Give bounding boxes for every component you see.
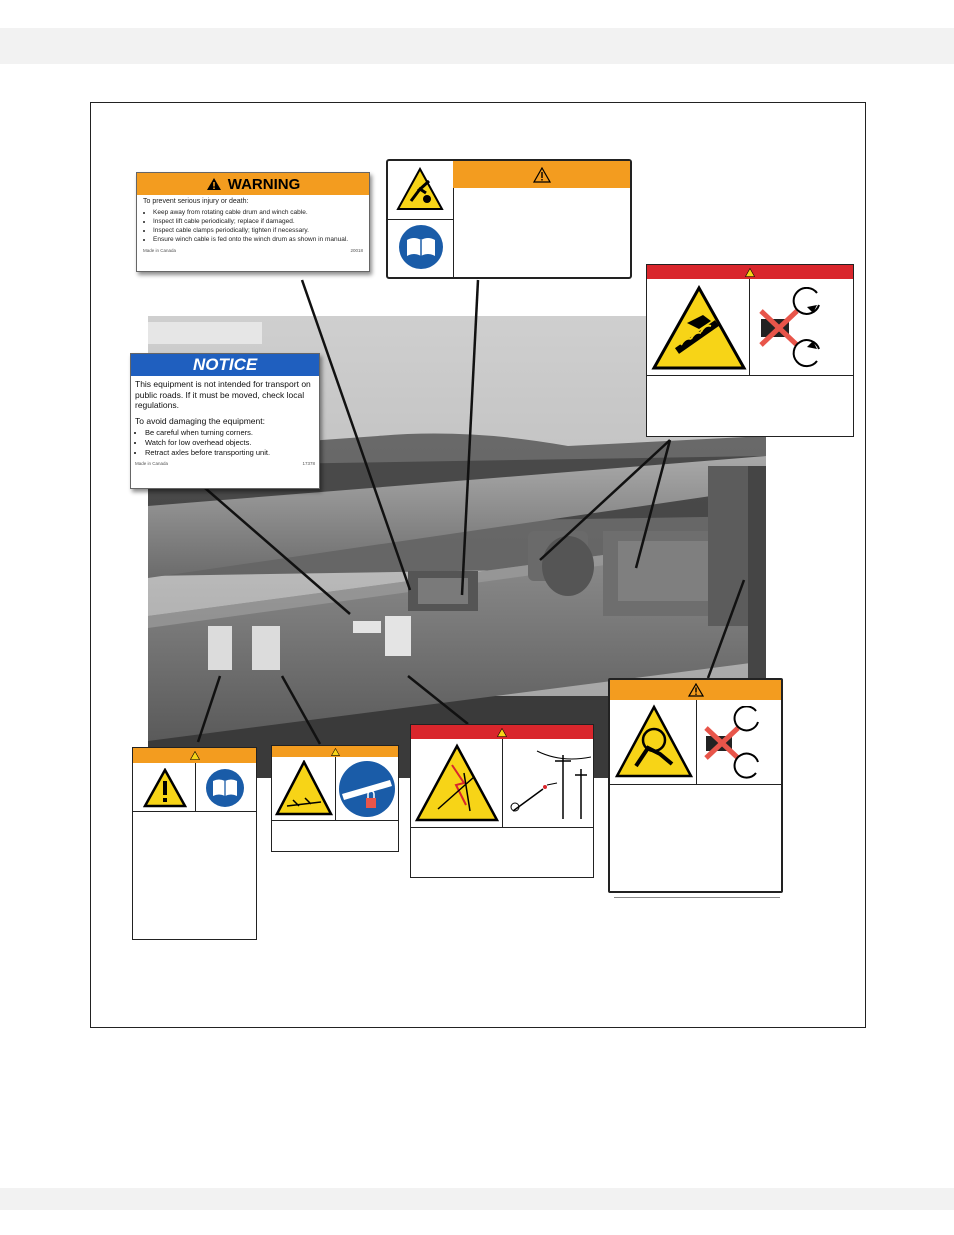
list-item: • Inspect cable clamps periodically; tighten if necessary.: [153, 226, 363, 235]
danger-label-auger: [646, 264, 854, 437]
lock-out-icon: [338, 760, 396, 818]
power-line-icon: [507, 745, 591, 821]
warning-triangle-icon: [533, 167, 551, 183]
notice-list: [135, 428, 315, 458]
list-item: • Keep away from rotating cable drum and winch cable.: [153, 208, 363, 217]
notice-code: 17378: [302, 460, 315, 466]
danger-header: [411, 725, 593, 739]
warning-triangle-icon: [745, 268, 755, 277]
notice-signal-word: NOTICE: [193, 355, 258, 374]
top-margin-band: [0, 28, 954, 64]
label-underline: [614, 897, 780, 898]
bottom-margin-band: [0, 1188, 954, 1210]
notice-paragraph: This equipment is not intended for transport on public roads. If it must be moved, check local regulations.: [135, 379, 311, 410]
warning-intro: To prevent serious injury or death:: [143, 198, 249, 205]
warning-list: [143, 208, 363, 244]
belt-entanglement-icon: [614, 704, 694, 780]
caution-label-lockout: [271, 745, 399, 852]
read-manual-icon: [398, 224, 444, 270]
warning-triangle-icon: [688, 683, 704, 697]
crush-hazard-icon: [275, 760, 333, 816]
caution-header: [272, 746, 398, 757]
caution-label-general: [132, 747, 257, 940]
no-hands-rotating-icon: [757, 287, 847, 369]
caution-label-belt: [608, 678, 783, 893]
list-item: • Inspect lift cable periodically; replace if damaged.: [153, 217, 363, 226]
warning-signal-word: WARNING: [227, 175, 301, 193]
read-manual-icon: [205, 768, 245, 808]
photo-caption-box: [148, 322, 262, 344]
caution-header: [133, 748, 256, 763]
list-item: • Ensure winch cable is fed onto the winch drum as shown in manual.: [153, 235, 363, 244]
danger-label-powerline: [410, 724, 594, 878]
list-item: • Retract axles before transporting unit.: [145, 448, 315, 458]
notice-intro: To avoid damaging the equipment:: [135, 415, 265, 426]
warning-decal: [136, 172, 370, 272]
warning-triangle-icon: [497, 728, 507, 737]
caution-header: [453, 161, 630, 188]
no-hands-rotating-icon: [702, 706, 778, 780]
danger-header: [647, 265, 853, 279]
warning-triangle-icon: [331, 748, 340, 756]
warning-triangle-icon: [206, 177, 222, 191]
warning-triangle-icon: [143, 768, 187, 808]
hand-entanglement-icon: [396, 167, 444, 211]
warning-header: [137, 173, 369, 195]
notice-decal: [130, 353, 320, 489]
electrocution-icon: [414, 743, 500, 823]
notice-origin: Made in Canada: [135, 460, 169, 466]
warning-origin: Made in Canada: [143, 248, 177, 253]
caution-header: [610, 680, 781, 700]
warning-triangle-icon: [190, 751, 200, 760]
caution-label-winch: [386, 159, 632, 279]
list-item: • Be careful when turning corners.: [145, 428, 315, 438]
notice-header: [131, 354, 319, 376]
warning-code: 20018: [350, 248, 363, 253]
auger-entanglement-icon: [651, 285, 747, 371]
list-item: • Watch for low overhead objects.: [145, 438, 315, 448]
